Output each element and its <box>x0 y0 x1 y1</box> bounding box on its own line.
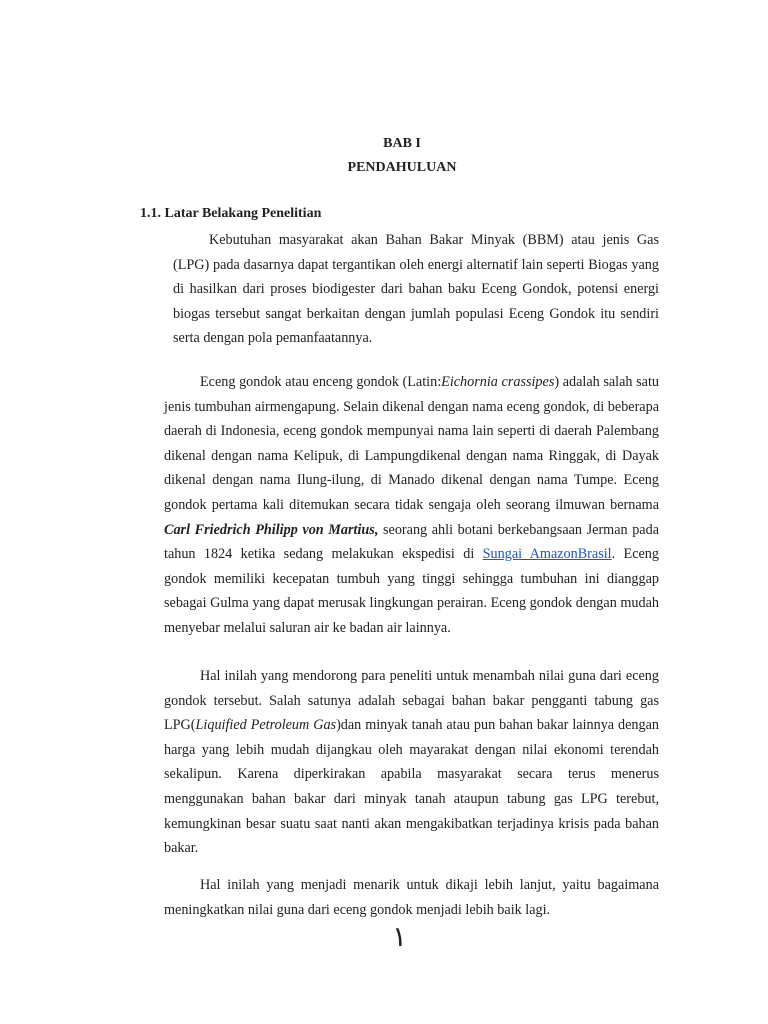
scientist-name: Carl Friedrich Philipp von Martius, <box>164 521 379 538</box>
chapter-label: BAB I <box>383 136 421 151</box>
section-heading: 1.1. Latar Belakang Penelitian <box>140 206 322 221</box>
chapter-title: PENDAHULUAN <box>347 160 457 175</box>
paragraph-2-text-2: ) adalah salah satu jenis tumbuhan airmengapung. Selain dikenal dengan nama eceng gondok, di beberapa daerah di Indonesia, eceng gondok mempunyai nama lain seperti di daerah Palembang dikenal dengan nama Kelipuk, di Lampungdikenal dengan nama Ringgak, di Dayak dikenal dengan nama Ilung-ilung, di Manado dikenal dengan nama Tumpe. Eceng gondok pertama kali ditemukan secara tidak sengaja oleh seorang ilmuwan bernama <box>164 374 659 513</box>
paragraph-3 <box>164 664 659 861</box>
amazon-river-link[interactable]: Sungai AmazonBrasil <box>482 546 612 563</box>
paragraph-2-text-3: seorang ahli botani berkebangsaan Jerman pada tahun 1824 ketika sedang melakukan ekspedisi di <box>164 521 659 563</box>
paragraph-2-text-4: . Eceng gondok memiliki kecepatan tumbuh yang tinggi sehingga tumbuhan ini dianggap sebagai Gulma yang dapat merusak lingkungan perairan. Eceng gondok dengan mudah menyebar melalui saluran air ke badan air lainnya. <box>164 546 659 636</box>
paragraph-1-text: Kebutuhan masyarakat akan Bahan Bakar Minyak (BBM) atau jenis Gas (LPG) pada dasarnya dapat tergantikan oleh energi alternatif lain seperti Biogas yang di hasilkan dari proses biodigester dari bahan baku Eceng Gondok, potensi energi biogas tersebut sangat berkaitan dengan jumlah populasi Eceng Gondok itu sendiri serta dengan pola pemanfaatannya. <box>173 232 659 347</box>
paragraph-2-text-1: Eceng gondok atau enceng gondok (Latin: <box>200 374 442 390</box>
paragraph-2 <box>164 370 659 641</box>
species-name: Eichornia crassipes <box>441 374 555 390</box>
paragraph-3-text-2: )dan minyak tanah atau pun bahan bakar lainnya dengan harga yang lebih mudah dijangkau oleh mayarakat dengan nilai ekonomi terendah sekalipun. Karena diperkirakan apabila masyarakat secara terus menerus menggunakan bahan bakar dari minyak tanah ataupun tabung gas LPG terebut, kemungkinan besar suatu saat nanti akan mengakibatkan terjadinya krisis pada bahan bakar. <box>164 717 659 857</box>
lpg-full-name: Liquified Petroleum Gas <box>195 717 337 734</box>
paragraph-4-text: Hal inilah yang menjadi menarik untuk dikaji lebih lanjut, yaitu bagaimana meningkatkan nilai guna dari eceng gondok menjadi lebih baik lagi. <box>164 877 659 918</box>
paragraph-1 <box>173 228 659 351</box>
page-number: ١ <box>392 920 408 953</box>
paragraph-3-text-1: Hal inilah yang mendorong para peneliti untuk menambah nilai guna dari eceng gondok tersebut. Salah satunya adalah sebagai bahan bakar pengganti tabung gas LPG( <box>164 668 659 734</box>
paragraph-4 <box>164 873 659 922</box>
